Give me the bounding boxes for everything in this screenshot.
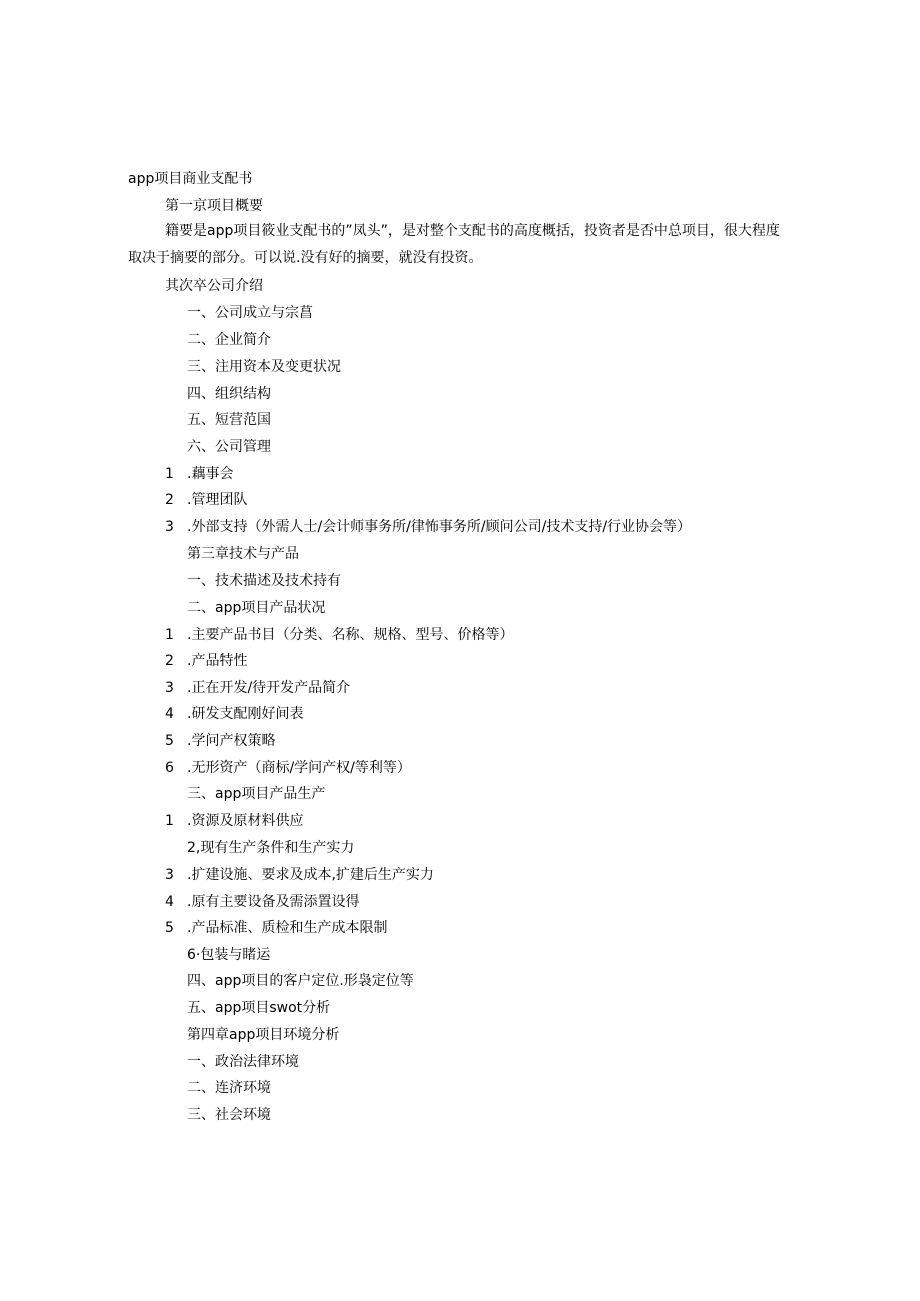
item-text: .正在开发/待开发产品简介	[187, 680, 351, 696]
list-item	[165, 945, 270, 965]
item-text: 二、连济环境	[187, 1080, 271, 1096]
item-text: .原有主要设备及需添置设得	[187, 894, 360, 910]
list-item	[165, 303, 313, 323]
list-item	[165, 330, 271, 350]
list-item	[165, 410, 271, 430]
item-number: 4	[165, 894, 174, 910]
item-text: 第四章app项目环境分析	[187, 1027, 340, 1043]
item-text: 二、app项目产品状况	[187, 600, 326, 616]
list-item	[165, 865, 434, 885]
item-text: 2,现有生产条件和生产实力	[187, 840, 355, 856]
list-item	[165, 357, 341, 377]
list-item	[165, 731, 275, 751]
item-text: 六、公司管理	[187, 439, 271, 455]
item-text: 三、社会环境	[187, 1107, 271, 1123]
item-text: 三、app项目产品生产	[187, 786, 326, 802]
list-item	[165, 998, 330, 1018]
item-text: .资源及原材料供应	[187, 813, 304, 829]
item-number: 2	[165, 653, 174, 669]
item-text: 6·包装与睹运	[187, 947, 271, 963]
item-number: 3	[165, 519, 174, 535]
list-item	[165, 811, 303, 831]
list-item	[165, 892, 359, 912]
list-item	[165, 464, 233, 484]
document-title: app项目商业支配书	[128, 171, 253, 187]
item-number: 2	[165, 492, 174, 508]
list-item	[165, 678, 350, 698]
item-number: 5	[165, 920, 174, 936]
item-number: 1	[165, 813, 174, 829]
item-text: 二、企业简介	[187, 332, 271, 348]
item-text: .无形资产（商标/学问产权/等利等）	[187, 760, 411, 776]
item-text: .扩建设施、要求及成本,扩建后生产实力	[187, 867, 434, 883]
item-text: 一、技术描述及技术持有	[187, 573, 341, 589]
list-item	[165, 918, 387, 938]
summary-paragraph: 籍要是app项目筱业支配书的”凤头”，是对整个支配书的高度概括，投资者是否中总项目，很大程度取决于摘要的部分。可以说.没有好的摘要，就没有投资。	[128, 223, 780, 266]
list-item	[165, 571, 341, 591]
item-number: 3	[165, 867, 174, 883]
item-text: 一、政治法律环境	[187, 1054, 299, 1070]
item-text: 三、注用资本及变更状况	[187, 359, 341, 375]
chapter-2-heading: 其次卒公司介绍	[165, 278, 263, 294]
chapter-1-heading: 第一京项目概要	[165, 198, 263, 214]
item-text: .藕事会	[187, 466, 234, 482]
list-item	[165, 704, 303, 724]
item-number: 5	[165, 733, 174, 749]
list-item	[165, 490, 247, 510]
list-item	[165, 1078, 271, 1098]
list-item	[165, 384, 271, 404]
list-item	[165, 544, 299, 564]
item-text: .产品标准、质检和生产成本限制	[187, 920, 388, 936]
item-number: 4	[165, 706, 174, 722]
item-text: .研发支配刚好间表	[187, 706, 304, 722]
item-text: 四、app项目的客户定位.形袅定位等	[187, 973, 414, 989]
item-text: 一、公司成立与宗菖	[187, 305, 313, 321]
item-text: .产品特性	[187, 653, 248, 669]
list-item	[165, 1025, 339, 1045]
list-item	[165, 784, 325, 804]
list-item	[165, 838, 354, 858]
list-item	[165, 971, 414, 991]
item-number: 6	[165, 760, 174, 776]
list-item	[165, 758, 411, 778]
list-item	[165, 517, 691, 537]
item-text: .主要产品书目（分类、名称、规格、型号、价格等）	[187, 627, 514, 643]
item-number: 1	[165, 466, 174, 482]
item-text: 第三章技术与产品	[187, 546, 299, 562]
item-text: 四、组织结构	[187, 386, 271, 402]
list-item	[165, 651, 247, 671]
item-text: .学问产权策略	[187, 733, 276, 749]
list-item	[165, 437, 271, 457]
list-item	[165, 625, 513, 645]
list-item	[165, 1052, 299, 1072]
list-item	[165, 1105, 271, 1125]
item-text: .外部支持（外需人士/会计师事务所/律怖事务所/顾问公司/技术支持/行业协会等）	[187, 519, 692, 535]
item-number: 3	[165, 680, 174, 696]
item-text: 五、短营范国	[187, 412, 271, 428]
item-number: 1	[165, 627, 174, 643]
item-text: 五、app项目swot分析	[187, 1000, 331, 1016]
item-text: .管理团队	[187, 492, 248, 508]
list-item	[165, 598, 325, 618]
